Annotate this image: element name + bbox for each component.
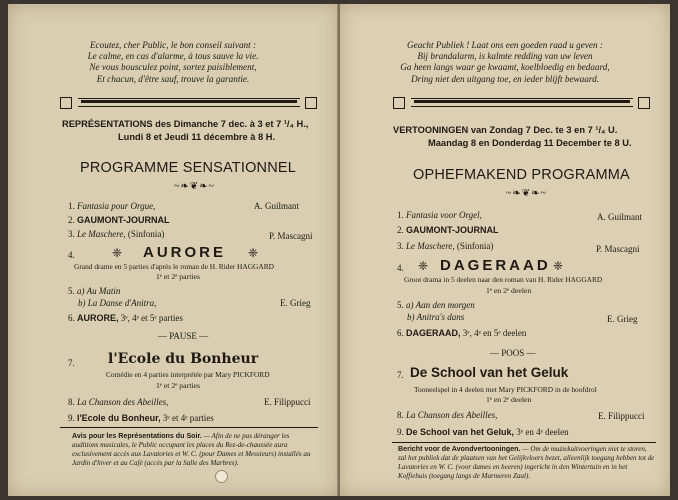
item-1-composer: A. Guilmant xyxy=(597,212,642,222)
item-8-composer: E. Filippucci xyxy=(598,411,645,421)
performance-dates-line-2: Lundi 8 et Jeudi 11 décembre à 8 H. xyxy=(118,132,276,142)
program-item-8: 8. La Chanson des Abeilles, xyxy=(68,397,169,407)
program-item-7-title: De School van het Geluk xyxy=(410,365,569,380)
program-item-1: 1. Fantasia voor Orgel, xyxy=(397,210,482,220)
program-spread xyxy=(8,4,670,496)
item-4-parts: 1ᵉ en 2ᵉ deelen xyxy=(486,286,532,295)
program-item-2: 2. GAUMONT-JOURNAL xyxy=(68,215,170,225)
item-5-composer: E. Grieg xyxy=(607,314,638,324)
item-7-parts: 1ᵉ en 2ᵉ deelen xyxy=(486,395,532,404)
item-7-number: 7. xyxy=(397,370,404,380)
fleuron-icon: ❈ xyxy=(418,259,429,273)
performance-dates-line-1: VERTOONINGEN van Zondag 7 Dec. te 3 en 7 ¹/₄ U. xyxy=(393,125,618,135)
right-page-dutch xyxy=(340,4,670,496)
program-item-5b: b) La Danse d'Anitra, xyxy=(78,298,157,308)
program-title: OPHEFMAKEND PROGRAMMA xyxy=(413,167,630,183)
item-3-composer: P. Mascagni xyxy=(596,244,640,254)
ornamental-rule xyxy=(60,97,318,109)
item-8-composer: E. Filippucci xyxy=(264,397,311,407)
program-item-8: 8. La Chanson des Abeilles, xyxy=(397,410,498,420)
intermission: — POOS — xyxy=(490,348,536,358)
item-4-description: Groot drama in 5 deelen naar den roman van H. Rider HAGGARD xyxy=(404,275,603,284)
program-item-6: 6. AURORE, 3ᵉ, 4ᵉ et 5ᵉ parties xyxy=(68,313,183,323)
program-item-5b: b) Anitra's dans xyxy=(407,312,465,322)
ornamental-rule xyxy=(393,97,651,109)
performance-dates-line-1: REPRÉSENTATIONS des Dimanche 7 dec. à 3 et 7 ¹/₄ H., xyxy=(62,119,309,129)
punch-hole xyxy=(215,470,228,483)
footer-rule xyxy=(392,442,656,443)
item-7-number: 7. xyxy=(68,358,75,368)
item-4-number: 4. xyxy=(397,263,404,273)
item-4-parts: 1ᵉ et 2ᵉ parties xyxy=(156,272,201,281)
program-item-6: 6. DAGERAAD, 3ᵉ, 4ᵉ en 5ᵉ deelen xyxy=(397,328,527,338)
program-item-3: 3. Le Maschere, (Sinfonia) xyxy=(397,241,494,251)
program-item-4-title: AURORE xyxy=(143,244,227,261)
footer-notice: Avis pour les Représentations du Soir. — Afin de ne pas déranger les auditions musicales, le Public occupant les places du Rez-de-chaussée aura exclusivement accès aux Lavatories et W. C. (pour Dames et Messieurs) installés au Jardin d'hiver et au Café (accès par la Salle des Marbres). xyxy=(72,432,311,467)
item-1-composer: A. Guilmant xyxy=(254,201,299,211)
program-item-3: 3. Le Maschere, (Sinfonia) xyxy=(68,229,165,239)
program-item-9: 9. De School van het Geluk, 3ᵉ en 4ᵉ deelen xyxy=(397,427,569,437)
item-4-description: Grand drame en 5 parties d'après le roman de H. Rider HAGGARD xyxy=(74,262,274,271)
item-5-composer: E. Grieg xyxy=(280,298,311,308)
ornament-divider: ~❧❦❧~ xyxy=(174,181,215,192)
program-item-1: 1. Fantasia pour Orgue, xyxy=(68,201,156,211)
poem-line: Ne vous bousculez point, sortez paisiblement, xyxy=(89,62,257,73)
fleuron-icon: ❈ xyxy=(248,246,259,260)
program-item-5a: 5. a) Aan den morgen xyxy=(397,300,475,310)
item-7-description: Tooneelspel in 4 deelen met Mary PICKFORD in de hoofdrol xyxy=(414,385,597,394)
program-title: PROGRAMME SENSATIONNEL xyxy=(80,160,297,176)
footer-notice: Bericht voor de Avondvertooningen. — Om de muziekuitvoeringen niet te storen, zal het publiek dat de plaatsen van het Gelijkvloers bezet, alleenlijk toegang hebben tot de Lavatories en W. C. (voor dames en heeren) ingericht in den Wintertuin en in het Koffiehuis (toegang langs de Marmeren Zaal). xyxy=(398,445,655,480)
poem-line: Geacht Publiek ! Laat ons een goeden raad u geven : xyxy=(407,40,603,50)
program-item-2: 2. GAUMONT-JOURNAL xyxy=(397,225,499,235)
item-7-parts: 1ᵉ et 2ᵉ parties xyxy=(156,381,201,390)
fire-safety-poem xyxy=(340,40,670,85)
poem-line: Dring niet den uitgang toe, en ieder blijft bewaard. xyxy=(411,73,599,84)
poem-line: Et chacun, d'être sauf, trouve la garantie. xyxy=(96,73,250,84)
poem-line: Ga heen langs waar ge kwaamt, koelbloedig en bedaard, xyxy=(400,62,610,73)
fleuron-icon: ❈ xyxy=(112,246,123,260)
program-item-9: 9. l'Ecole du Bonheur, 3ᵉ et 4ᵉ parties xyxy=(68,413,214,423)
poem-line: Le calme, en cas d'alarme, à tous sauve la vie. xyxy=(87,51,259,62)
poem-line: Ecoutez, cher Public, le bon conseil suivant : xyxy=(89,40,257,50)
intermission: — PAUSE — xyxy=(158,331,209,341)
fire-safety-poem xyxy=(8,40,338,85)
fleuron-icon: ❈ xyxy=(553,259,564,273)
ornament-divider: ~❧❦❧~ xyxy=(506,188,547,199)
performance-dates-line-2: Maandag 8 en Donderdag 11 December te 8 U. xyxy=(428,138,632,148)
left-page-french xyxy=(8,4,338,496)
program-item-7-title: l'Ecole du Bonheur xyxy=(108,351,259,367)
item-3-composer: P. Mascagni xyxy=(269,231,313,241)
item-7-description: Comédie en 4 parties interprétée par Mary PICKFORD xyxy=(106,370,270,379)
item-4-number: 4. xyxy=(68,250,75,260)
poem-line: Bij brandalarm, is kalmte redding van uw leven xyxy=(417,51,593,62)
program-item-5a: 5. a) Au Matin xyxy=(68,286,121,296)
footer-rule xyxy=(60,427,318,428)
program-item-4-title: DAGERAAD xyxy=(440,257,551,274)
